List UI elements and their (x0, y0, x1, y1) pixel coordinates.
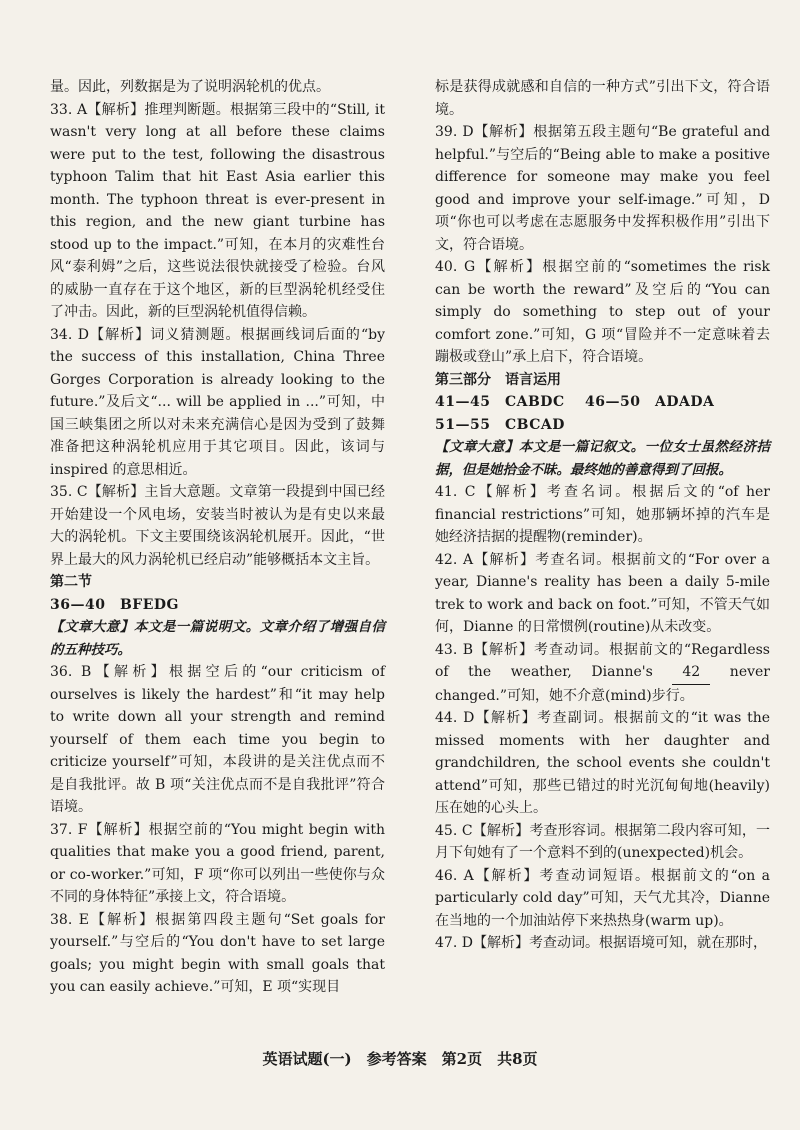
answer-38: 38. E【解析】根据第四段主题句“Set goals for yourself.”与空后的“You don't have to set large goals; you might begin with small goals that you can easily achieve.”可知，E 项“实现目 (50, 911, 385, 995)
answer-47: 47. D【解析】考查动词。根据语境可知，就在那时， (435, 935, 767, 951)
answer-46: 46. A【解析】考查动词短语。根据前文的“on a particularly cold day”可知，天气尤其冷，Dianne 在当地的一个加油站停下来热热身(warm up)。 (435, 867, 770, 929)
section-two-heading: 第二节 (50, 574, 92, 590)
page-footer: 英语试题(一) 参考答案 第2页 共8页 (262, 1050, 538, 1068)
summary-section-three: 【文章大意】本文是一篇记叙文。一位女士虽然经济拮据，但是她拾金不昧。最终她的善意得到了回报。 (435, 439, 770, 478)
two-column-layout (50, 76, 770, 999)
answer-44: 44. D【解析】考查副词。根据前文的“it was the missed moments with her daughter and grandchildren, the school events she couldn't attend”可知，那些已错过的时光沉甸甸地(heavily)压在她的心头上。 (435, 710, 770, 816)
answer-43-part-a: 43. B【解析】考查动词。根据前文的“Regardless of the weather, Dianne's (435, 641, 770, 680)
answer-33: 33. A【解析】推理判断题。根据第三段中的“Still, it wasn't very long at all before these claims were put to the test, following the disastrous typhoon Talim that hit East Asia earlier this month. The typhoon threat is ever-present in this region, and the new giant turbine has stood up to the impact.”可知，在本月的灾难性台风“泰利姆”之后，这些说法很快就接受了检验。台风的威胁一直存在于这个地区，新的巨型涡轮机经受住了冲击。因此，新的巨型涡轮机值得信赖。 (50, 101, 385, 320)
answer-45: 45. C【解析】考查形容词。根据第二段内容可知，一月下旬她有了一个意料不到的(unexpected)机会。 (435, 822, 770, 861)
answer-35: 35. C【解析】主旨大意题。文章第一段提到中国已经开始建设一个风电场，安装当时被认为是有史以来最大的涡轮机。下文主要围绕该涡轮机展开。因此，“世界上最大的风力涡轮机已经启动”能够概括本文主旨。 (50, 484, 385, 568)
answer-34: 34. D【解析】词义猜测题。根据画线词后面的“by the success of this installation, China Three Gorges Corporation is already looking to the future.”及后文“... will be applied in ...”可知，中国三峡集团之所以对未来充满信心是因为受到了鼓舞准备把这种涡轮机应用于其它项目。因此，该词与 inspired 的意思相近。 (50, 326, 385, 478)
answers-41-45: 41—45 CABDC (435, 394, 565, 410)
answer-39: 39. D【解析】根据第五段主题句“Be grateful and helpful.”与空后的“Being able to make a positive difference for someone may make you feel good and improve your self-image.”可知，D 项“你也可以考虑在志愿服务中发挥积极作用”引出下文，符合语境。 (435, 124, 770, 253)
answers-41-50 (435, 391, 770, 414)
answer-40: 40. G【解析】根据空前的“sometimes the risk can be worth the reward”及空后的“You can simply do something to step out of your comfort zone.”可知，G 项“冒险并不一定意味着去蹦极或登山”承上启下，符合语境。 (435, 259, 770, 365)
answer-36: 36. B【解析】根据空后的“our criticism of ourselves is likely the hardest”和“it may help to write down all your strength and remind yourself of them each time you begin to criticize yourself”可知，本段讲的是关注优点而不是自我批评。故 B 项“关注优点而不是自我批评”符合语境。 (50, 664, 385, 815)
right-column (435, 76, 770, 999)
summary-section-two: 【文章大意】本文是一篇说明文。文章介绍了增强自信的五种技巧。 (50, 619, 385, 658)
continued-text: 量。因此，列数据是为了说明涡轮机的优点。 (50, 79, 330, 95)
answer-43-part-b: never changed.”可知，她不介意(mind)步行。 (435, 664, 770, 704)
answers-36-40: 36—40 BFEDG (50, 596, 180, 613)
answer-43 (435, 639, 770, 708)
answers-51-55: 51—55 CBCAD (435, 416, 565, 433)
answer-37: 37. F【解析】根据空前的“You might begin with qualities that make you a good friend, parent, or co-worker.”可知，F 项“你可以列出一些使你与众不同的身体特征”承接上文，符合语境。 (50, 821, 385, 905)
answers-46-50: 46—50 ADADA (585, 394, 715, 410)
section-three-heading: 第三部分 语言运用 (435, 371, 561, 388)
answer-41: 41. C【解析】考查名词。根据后文的“of her financial restrictions”可知，她那辆坏掉的汽车是她经济拮据的提醒物(reminder)。 (435, 484, 770, 545)
blank-42: 42 (672, 661, 710, 685)
left-column (50, 76, 385, 999)
answer-38-continued: 标是获得成就感和自信的一种方式”引出下文，符合语境。 (435, 79, 770, 118)
answer-42: 42. A【解析】考查名词。根据前文的“For over a year, Dianne's reality has been a daily 5-mile trek to work and back on foot.”可知，不管天气如何，Dianne 的日常惯例(routine)从未改变。 (435, 551, 770, 635)
